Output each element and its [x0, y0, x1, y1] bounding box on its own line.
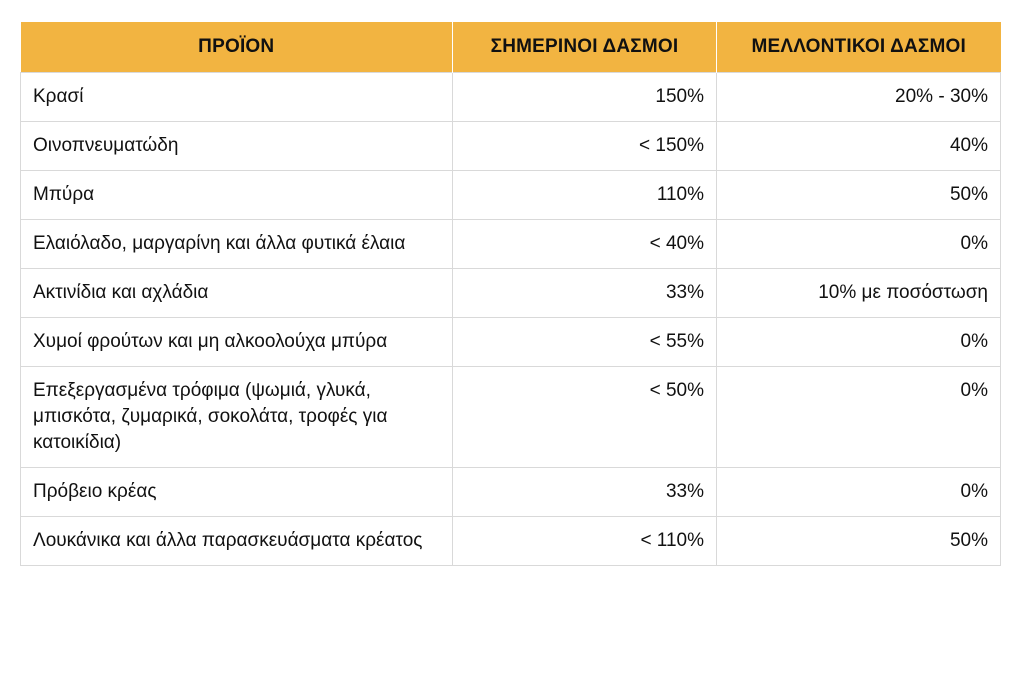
current-tariff-cell: < 40% [453, 220, 717, 269]
table-row [21, 318, 1001, 367]
tariff-table-container [20, 22, 1000, 566]
tariff-table [20, 22, 1001, 566]
current-tariff-cell: 150% [453, 73, 717, 122]
current-tariff-cell: 33% [453, 468, 717, 517]
current-tariff-cell: < 50% [453, 367, 717, 468]
table-row [21, 122, 1001, 171]
future-tariff-cell: 0% [717, 318, 1001, 367]
header-row [21, 22, 1001, 73]
table-row [21, 220, 1001, 269]
table-row [21, 367, 1001, 468]
product-cell: Επεξεργασμένα τρόφιμα (ψωμιά, γλυκά, μπισκότα, ζυμαρικά, σοκολάτα, τροφές για κατοικίδια) [21, 367, 453, 468]
product-cell: Χυμοί φρούτων και μη αλκοολούχα μπύρα [21, 318, 453, 367]
product-cell: Ακτινίδια και αχλάδια [21, 269, 453, 318]
header-current-tariffs: ΣΗΜΕΡΙΝΟΙ ΔΑΣΜΟΙ [453, 22, 717, 73]
current-tariff-cell: < 55% [453, 318, 717, 367]
current-tariff-cell: 110% [453, 171, 717, 220]
future-tariff-cell: 50% [717, 171, 1001, 220]
header-product: ΠΡΟΪΟΝ [21, 22, 453, 73]
product-cell: Κρασί [21, 73, 453, 122]
future-tariff-cell: 40% [717, 122, 1001, 171]
table-row [21, 517, 1001, 566]
future-tariff-cell: 0% [717, 220, 1001, 269]
future-tariff-cell: 0% [717, 468, 1001, 517]
future-tariff-cell: 10% με ποσόστωση [717, 269, 1001, 318]
current-tariff-cell: < 150% [453, 122, 717, 171]
product-cell: Οινοπνευματώδη [21, 122, 453, 171]
current-tariff-cell: 33% [453, 269, 717, 318]
table-row [21, 171, 1001, 220]
future-tariff-cell: 0% [717, 367, 1001, 468]
product-cell: Λουκάνικα και άλλα παρασκευάσματα κρέατος [21, 517, 453, 566]
table-row [21, 269, 1001, 318]
table-row [21, 73, 1001, 122]
current-tariff-cell: < 110% [453, 517, 717, 566]
product-cell: Μπύρα [21, 171, 453, 220]
product-cell: Ελαιόλαδο, μαργαρίνη και άλλα φυτικά έλαια [21, 220, 453, 269]
table-row [21, 468, 1001, 517]
header-future-tariffs: ΜΕΛΛΟΝΤΙΚΟΙ ΔΑΣΜΟΙ [717, 22, 1001, 73]
product-cell: Πρόβειο κρέας [21, 468, 453, 517]
future-tariff-cell: 20% - 30% [717, 73, 1001, 122]
future-tariff-cell: 50% [717, 517, 1001, 566]
